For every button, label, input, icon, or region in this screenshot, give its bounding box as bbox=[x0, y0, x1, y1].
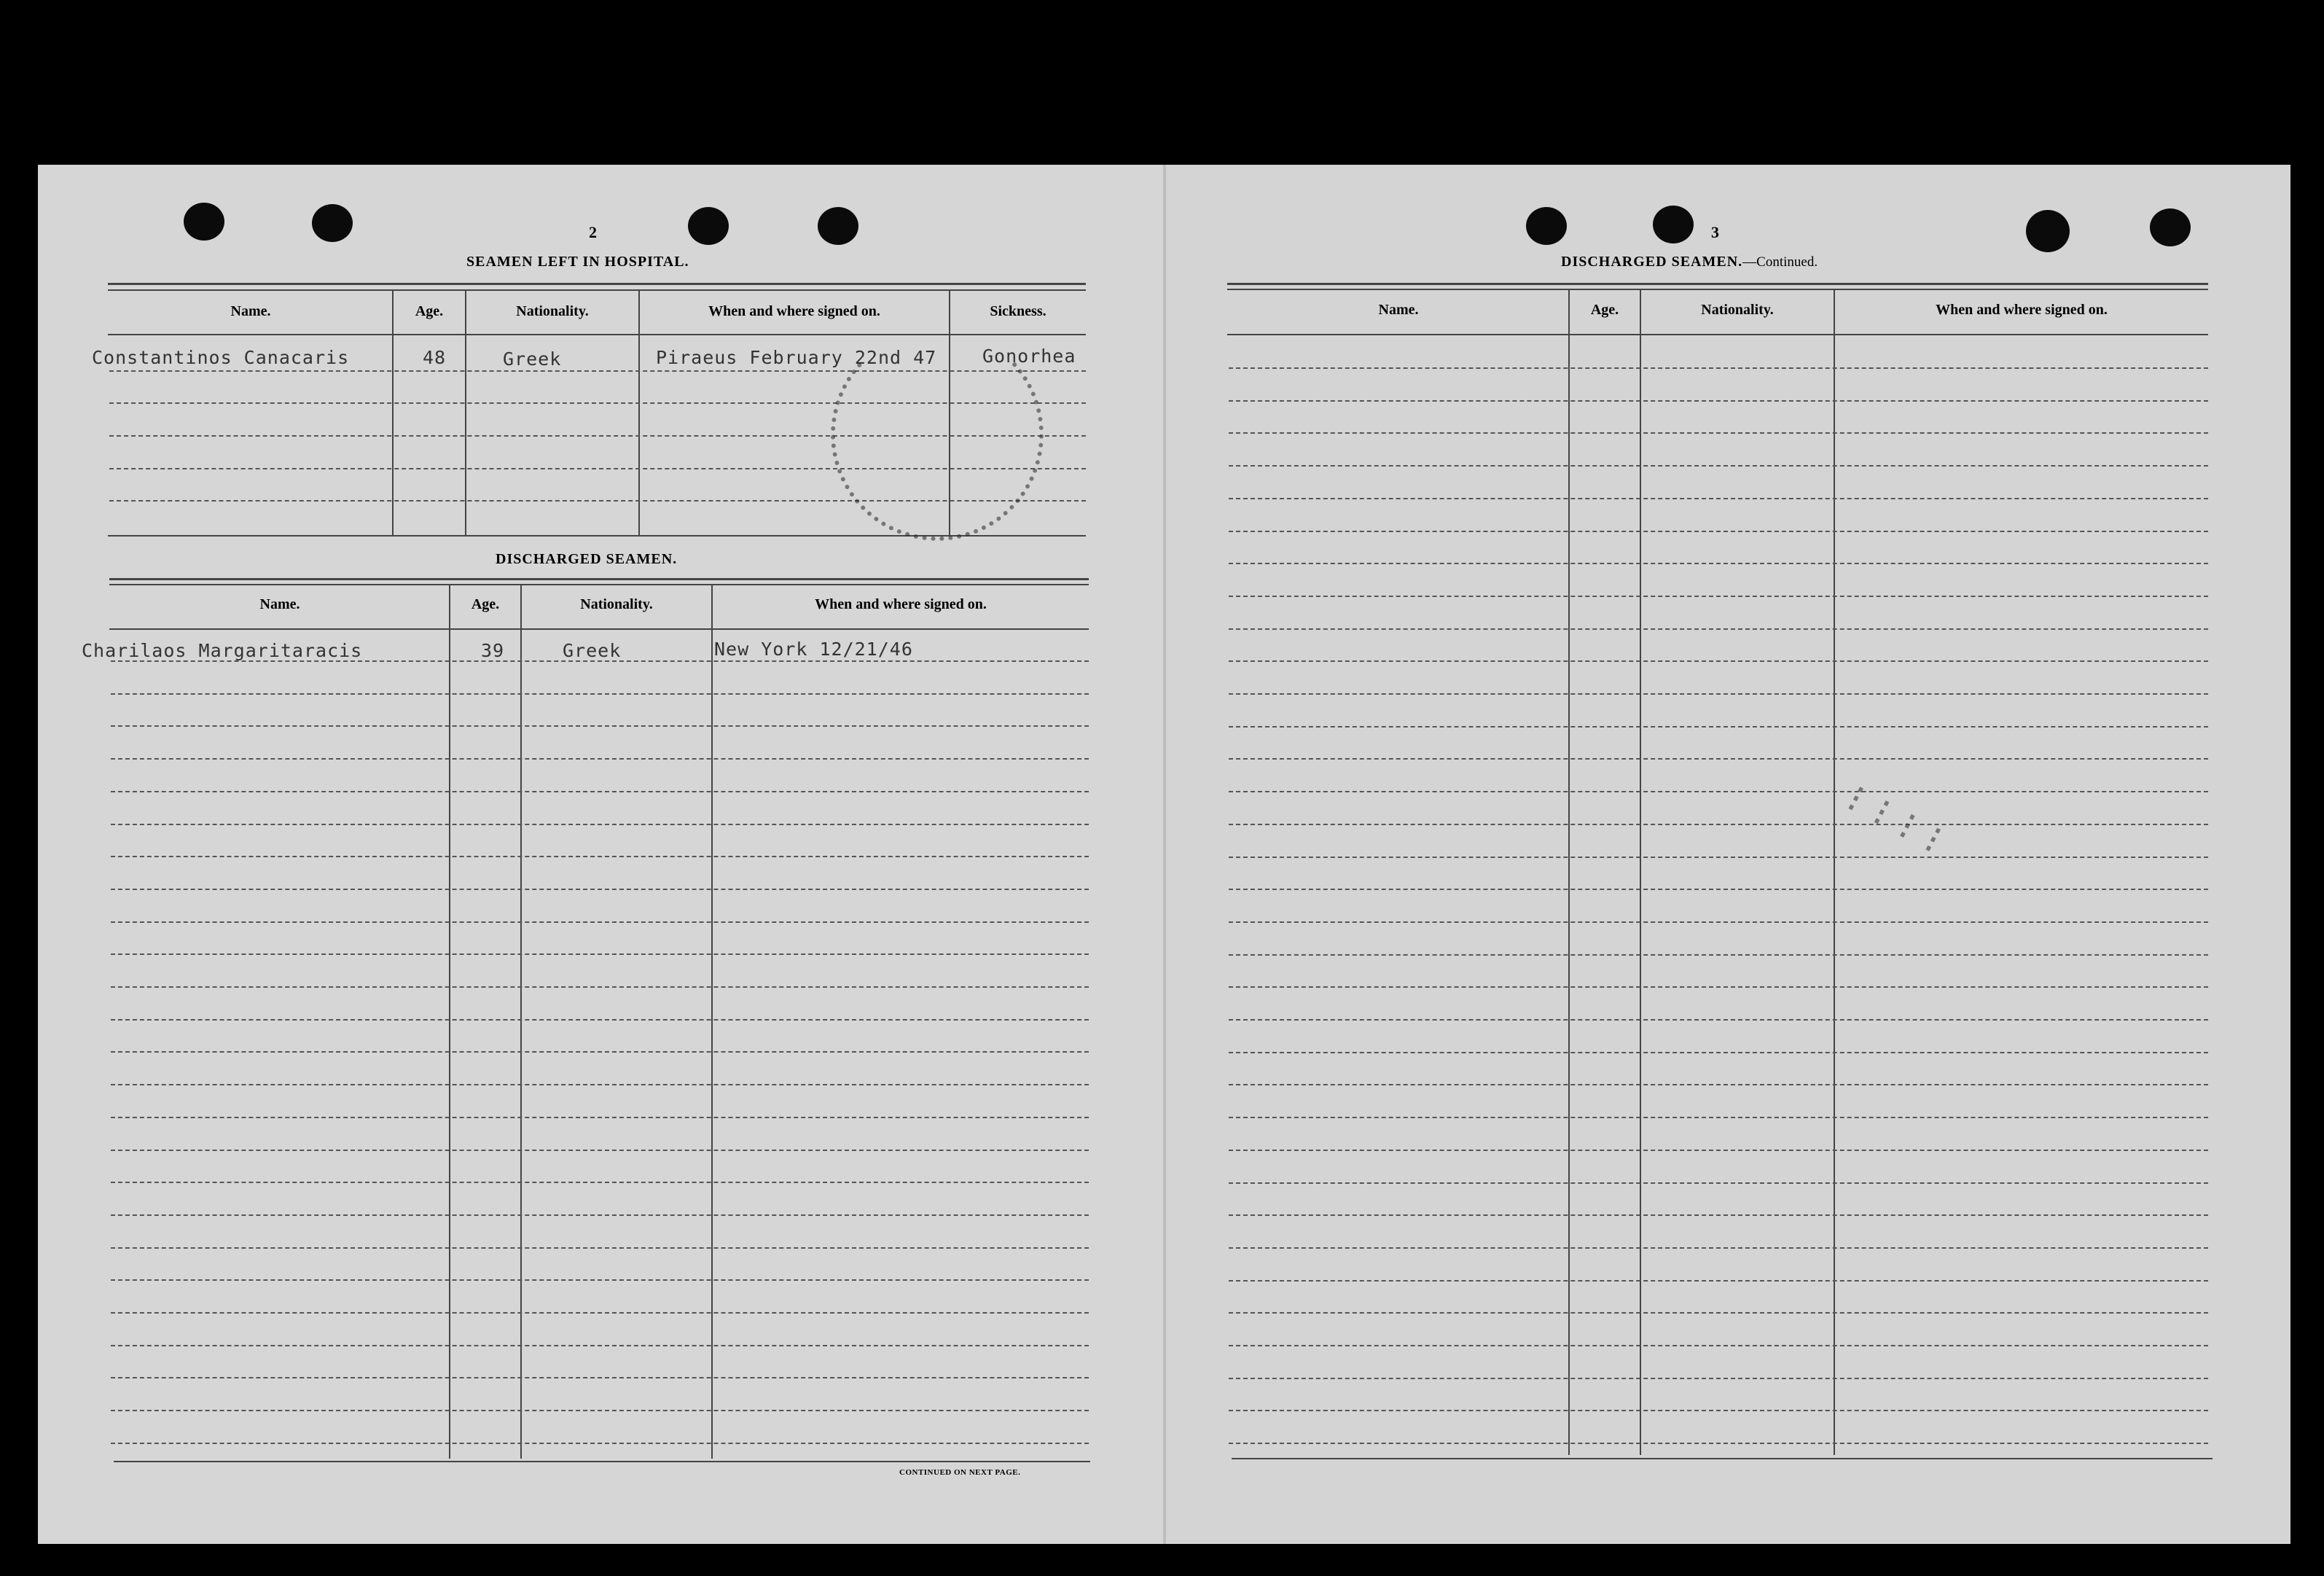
row-line bbox=[1229, 1084, 2208, 1085]
row-line bbox=[1229, 1019, 2208, 1021]
row-line bbox=[1229, 1410, 2208, 1411]
row-line bbox=[111, 824, 1089, 825]
page-number: 2 bbox=[589, 223, 597, 241]
column-header-name: Name. bbox=[230, 303, 271, 319]
row-line bbox=[1229, 465, 2208, 467]
punch-hole bbox=[818, 207, 858, 245]
punch-hole bbox=[2026, 210, 2070, 252]
row-line bbox=[1229, 726, 2208, 727]
row-line bbox=[1229, 367, 2208, 369]
row-line bbox=[111, 889, 1089, 890]
table-rule bbox=[109, 578, 1089, 580]
column-header-name: Name. bbox=[259, 596, 300, 612]
row-line bbox=[111, 1410, 1089, 1411]
page-fold bbox=[1163, 165, 1166, 1544]
column-divider bbox=[520, 584, 522, 1459]
row-line bbox=[111, 1182, 1089, 1183]
row-line bbox=[1229, 400, 2208, 402]
hospital-row-nationality: Greek bbox=[503, 348, 562, 370]
column-divider bbox=[449, 584, 450, 1459]
row-line bbox=[111, 1345, 1089, 1346]
row-line bbox=[1229, 758, 2208, 760]
hospital-row-signed-on: Piraeus February 22nd 47 bbox=[656, 347, 937, 368]
row-line bbox=[1229, 889, 2208, 890]
punch-hole bbox=[688, 207, 729, 245]
column-header-signed-on: When and where signed on. bbox=[815, 596, 987, 612]
stamp-smudge: ⋮⋮⋮⋮ bbox=[1835, 776, 1955, 861]
row-line bbox=[111, 725, 1089, 727]
title-text: DISCHARGED SEAMEN. bbox=[1561, 254, 1743, 270]
discharged-row-nationality: Greek bbox=[563, 640, 622, 661]
row-line bbox=[111, 1312, 1089, 1314]
row-line bbox=[1229, 563, 2208, 564]
row-line bbox=[1229, 1214, 2208, 1216]
column-header-sickness: Sickness. bbox=[990, 303, 1046, 319]
column-header-signed-on: When and where signed on. bbox=[708, 303, 880, 319]
row-line bbox=[1229, 498, 2208, 499]
row-line bbox=[1229, 693, 2208, 695]
hospital-row-name: Constantinos Canacaris bbox=[92, 347, 350, 368]
row-line bbox=[1229, 1247, 2208, 1249]
row-line bbox=[1229, 660, 2208, 662]
row-line bbox=[111, 1084, 1089, 1085]
row-line bbox=[1229, 1345, 2208, 1346]
hospital-row-sickness: Gonorhea bbox=[982, 346, 1076, 367]
table-rule bbox=[1227, 289, 2208, 290]
row-line bbox=[1229, 628, 2208, 630]
discharged-row-age: 39 bbox=[481, 640, 505, 661]
punch-hole bbox=[1526, 207, 1567, 245]
title-suffix: —Continued. bbox=[1742, 254, 1818, 270]
row-line bbox=[1229, 857, 2208, 858]
punch-hole bbox=[312, 204, 353, 242]
row-line bbox=[1229, 954, 2208, 956]
discharged-row-name: Charilaos Margaritaracis bbox=[82, 640, 363, 661]
row-line bbox=[1229, 791, 2208, 792]
row-line bbox=[111, 1150, 1089, 1151]
table-bottom-rule bbox=[1232, 1458, 2213, 1459]
discharged-continued-title bbox=[1561, 254, 1818, 270]
row-line bbox=[1229, 531, 2208, 532]
row-line bbox=[1229, 824, 2208, 825]
row-line bbox=[111, 758, 1089, 760]
hospital-row-age: 48 bbox=[423, 347, 447, 368]
row-line bbox=[1229, 1280, 2208, 1282]
row-line bbox=[111, 1051, 1089, 1053]
column-header-nationality: Nationality. bbox=[1701, 302, 1774, 318]
row-line bbox=[111, 1117, 1089, 1118]
discharged-row-signed-on: New York 12/21/46 bbox=[714, 639, 913, 660]
row-line bbox=[1229, 1150, 2208, 1151]
row-line bbox=[1229, 1052, 2208, 1053]
row-line bbox=[111, 1019, 1089, 1021]
row-line bbox=[111, 1443, 1089, 1444]
row-line bbox=[1229, 432, 2208, 434]
row-line bbox=[111, 1247, 1089, 1249]
column-header-nationality: Nationality. bbox=[516, 303, 589, 319]
row-line bbox=[1229, 986, 2208, 988]
row-line bbox=[1229, 1443, 2208, 1444]
column-header-name: Name. bbox=[1378, 302, 1419, 318]
row-line bbox=[1229, 596, 2208, 597]
column-header-age: Age. bbox=[471, 596, 500, 612]
punch-hole bbox=[184, 203, 224, 241]
row-line bbox=[111, 1279, 1089, 1281]
column-header-age: Age. bbox=[1590, 302, 1619, 318]
hospital-section-title: SEAMEN LEFT IN HOSPITAL. bbox=[466, 254, 689, 270]
row-line bbox=[1229, 1117, 2208, 1118]
table-rule bbox=[1227, 283, 2208, 285]
table-rule bbox=[1227, 334, 2208, 335]
row-line bbox=[111, 693, 1089, 695]
row-line bbox=[111, 856, 1089, 857]
row-line bbox=[1229, 921, 2208, 923]
row-line bbox=[111, 953, 1089, 955]
row-line bbox=[111, 1214, 1089, 1216]
row-line bbox=[111, 921, 1089, 923]
row-line bbox=[1229, 1312, 2208, 1314]
right-page bbox=[1165, 165, 2290, 1544]
row-line bbox=[111, 1377, 1089, 1378]
punch-hole bbox=[2150, 208, 2191, 246]
row-line bbox=[1229, 1182, 2208, 1184]
table-rule bbox=[109, 584, 1089, 585]
continued-footer: CONTINUED ON NEXT PAGE. bbox=[899, 1468, 1021, 1477]
page-number: 3 bbox=[1711, 223, 1719, 241]
column-header-age: Age. bbox=[415, 303, 444, 319]
discharged-section-title: DISCHARGED SEAMEN. bbox=[496, 551, 678, 567]
circular-stamp-mark bbox=[831, 328, 1044, 541]
row-line bbox=[1229, 1378, 2208, 1379]
row-line bbox=[111, 986, 1089, 988]
column-header-signed-on: When and where signed on. bbox=[1936, 302, 2108, 318]
column-header-nationality: Nationality. bbox=[580, 596, 653, 612]
table-bottom-rule bbox=[114, 1461, 1090, 1462]
table-rule bbox=[108, 283, 1086, 285]
column-divider bbox=[711, 584, 713, 1459]
row-line bbox=[111, 791, 1089, 792]
table-rule bbox=[109, 628, 1089, 630]
table-rule bbox=[108, 289, 1086, 291]
punch-hole bbox=[1653, 206, 1694, 243]
